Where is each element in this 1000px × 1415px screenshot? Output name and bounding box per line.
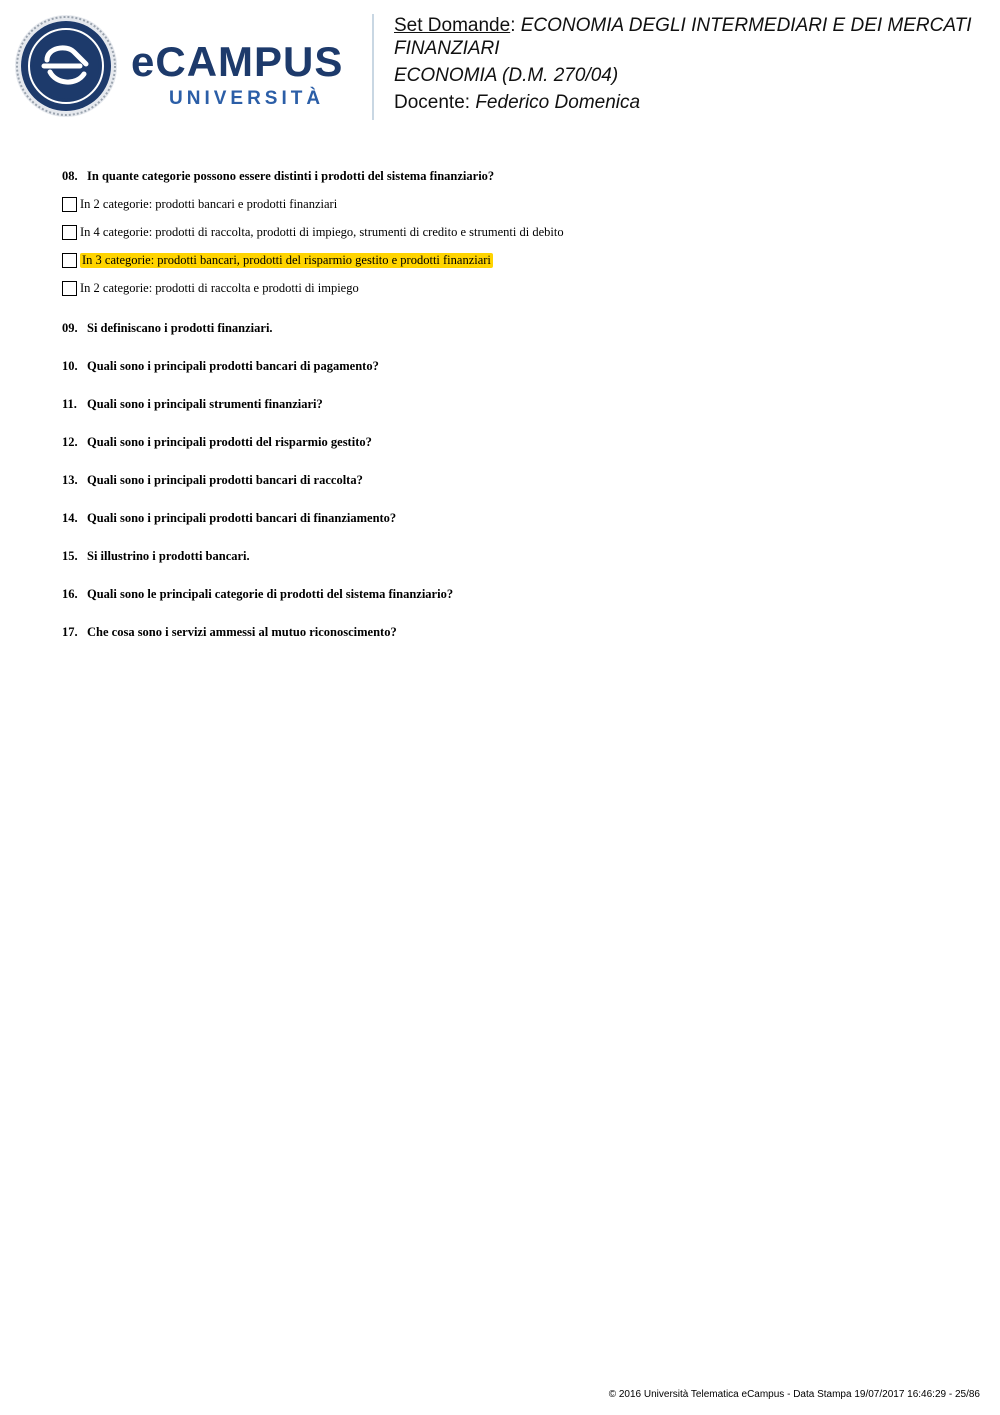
question-number: 09. — [62, 321, 78, 335]
question-text: Quali sono i principali prodotti del risparmio gestito? — [87, 435, 372, 449]
docente-name: Federico Domenica — [475, 92, 641, 113]
question-16 — [62, 586, 962, 602]
answer-option-text: In 4 categorie: prodotti di raccolta, prodotti di impiego, strumenti di credito e strumenti di debito — [80, 224, 564, 239]
ecampus-logo — [14, 14, 359, 118]
question-number: 17. — [62, 625, 78, 639]
answer-option-3[interactable] — [62, 250, 962, 270]
question-text: Si illustrino i prodotti bancari. — [87, 549, 250, 563]
question-14 — [62, 510, 962, 526]
logo-text-main: eCAMPUS — [131, 38, 344, 85]
checkbox[interactable] — [62, 197, 77, 212]
question-text: Si definiscano i prodotti finanziari. — [87, 321, 273, 335]
question-number: 12. — [62, 435, 78, 449]
question-text: Quali sono i principali prodotti bancari di pagamento? — [87, 359, 379, 373]
question-text: Quali sono i principali prodotti bancari di raccolta? — [87, 473, 363, 487]
set-domande-row — [394, 14, 986, 60]
docente-row — [394, 91, 986, 114]
question-13 — [62, 472, 962, 488]
answer-option-2[interactable] — [62, 222, 962, 242]
docente-label: Docente: — [394, 92, 471, 113]
checkbox[interactable] — [62, 253, 77, 268]
question-list — [62, 168, 962, 640]
checkbox[interactable] — [62, 281, 77, 296]
question-11 — [62, 396, 962, 412]
answer-option-text: In 2 categorie: prodotti di raccolta e prodotti di impiego — [80, 280, 359, 295]
question-number: 11. — [62, 397, 77, 411]
checkbox[interactable] — [62, 225, 77, 240]
question-text: Quali sono le principali categorie di prodotti del sistema finanziario? — [87, 587, 454, 601]
page-footer: © 2016 Università Telematica eCampus - Data Stampa 19/07/2017 16:46:29 - 25/86 — [608, 1389, 980, 1400]
header-info — [394, 14, 986, 114]
question-10 — [62, 358, 962, 374]
question-number: 14. — [62, 511, 78, 525]
course-title: ECONOMIA DEGLI INTERMEDIARI E DEI MERCATI FINANZIARI — [394, 15, 972, 59]
question-number: 08. — [62, 169, 78, 183]
answer-option-text: In 2 categorie: prodotti bancari e prodotti finanziari — [80, 196, 338, 211]
answer-option-1[interactable] — [62, 194, 962, 214]
ecampus-wordmark — [131, 38, 359, 108]
set-domande-label: Set Domande — [394, 15, 511, 36]
question-text: In quante categorie possono essere distinti i prodotti del sistema finanziario? — [87, 169, 495, 183]
question-number: 16. — [62, 587, 78, 601]
logo-text-sub: UNIVERSITÀ — [169, 88, 325, 108]
answer-option-4[interactable] — [62, 278, 962, 298]
answer-options — [62, 194, 962, 298]
question-text: Che cosa sono i servizi ammessi al mutuo riconoscimento? — [87, 625, 397, 639]
question-09 — [62, 320, 962, 336]
question-number: 15. — [62, 549, 78, 563]
header-divider — [372, 14, 374, 120]
question-17 — [62, 624, 962, 640]
ecampus-seal-icon — [14, 14, 118, 118]
question-text: Quali sono i principali strumenti finanziari? — [87, 397, 323, 411]
question-15 — [62, 548, 962, 564]
set-domande-sep: : — [510, 15, 516, 36]
answer-option-text-highlighted: In 3 categorie: prodotti bancari, prodotti del risparmio gestito e prodotti finanziari — [82, 252, 491, 267]
question-text: Quali sono i principali prodotti bancari di finanziamento? — [87, 511, 397, 525]
question-12 — [62, 434, 962, 450]
question-number: 10. — [62, 359, 78, 373]
question-number: 13. — [62, 473, 78, 487]
question-08 — [62, 168, 962, 184]
program-name: ECONOMIA (D.M. 270/04) — [394, 65, 619, 86]
